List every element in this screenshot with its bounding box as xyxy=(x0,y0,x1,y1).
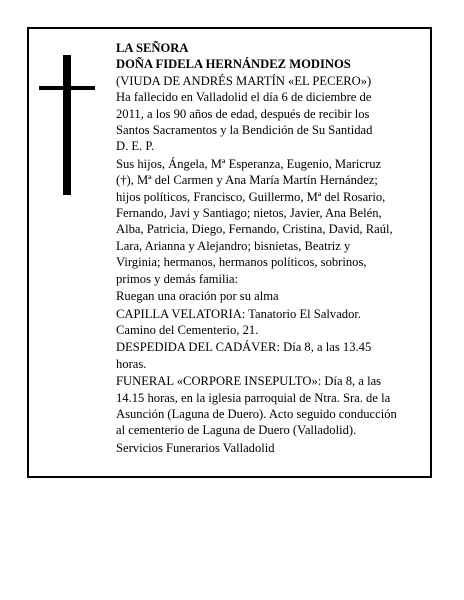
services-line: Servicios Funerarios Valladolid xyxy=(116,440,275,455)
farewell-line: horas. xyxy=(116,356,147,371)
death-line: 2011, a los 90 años de edad, después de recibir los xyxy=(116,106,370,121)
family-line: hijos políticos, Francisco, Guillermo, Mª del Rosario, xyxy=(116,189,386,204)
family-line: Virginia; hermanos, hermanos políticos, sobrinos, xyxy=(116,255,367,270)
family-line: primos y demás familia: xyxy=(116,271,239,286)
funeral-line: Asunción (Laguna de Duero). Acto seguido conducción xyxy=(116,406,397,421)
death-line: Ha fallecido en Valladolid el día 6 de diciembre de xyxy=(116,90,372,105)
family-line: Alba, Patricia, Diego, Fernando, Cristina, David, Raúl, xyxy=(116,222,393,237)
deceased-name: DOÑA FIDELA HERNÁNDEZ MODINOS xyxy=(116,57,351,72)
obituary-text xyxy=(116,40,416,456)
dep-line: D. E. P. xyxy=(116,139,155,154)
family-line: Sus hijos, Ángela, Mª Esperanza, Eugenio, Maricruz xyxy=(116,156,382,171)
chapel-line: Camino del Cementerio, 21. xyxy=(116,322,259,337)
funeral-line: FUNERAL «CORPORE INSEPULTO»: Día 8, a las xyxy=(116,374,382,389)
header-line: LA SEÑORA xyxy=(116,41,189,55)
death-line: Santos Sacramentos y la Bendición de Su Santidad xyxy=(116,123,373,138)
widow-of-line: (VIUDA DE ANDRÉS MARTÍN «EL PECERO») xyxy=(116,73,372,88)
family-line: Lara, Arianna y Alejandro; bisnietas, Beatriz y xyxy=(116,238,351,253)
family-line: Fernando, Javi y Santiago; nietos, Javier, Ana Belén, xyxy=(116,206,382,221)
prayer-line: Ruegan una oración por su alma xyxy=(116,289,279,304)
family-line: (†), Mª del Carmen y Ana María Martín Hernández; xyxy=(116,173,378,188)
chapel-line: CAPILLA VELATORIA: Tanatorio El Salvador. xyxy=(116,306,362,321)
farewell-line: DESPEDIDA DEL CADÁVER: Día 8, a las 13.45 xyxy=(116,340,372,355)
cross-horizontal-bar xyxy=(39,86,95,90)
cross-vertical-bar xyxy=(63,55,71,195)
funeral-line: al cementerio de Laguna de Duero (Valladolid). xyxy=(116,423,357,438)
funeral-line: 14.15 horas, en la iglesia parroquial de Ntra. Sra. de la xyxy=(116,390,391,405)
